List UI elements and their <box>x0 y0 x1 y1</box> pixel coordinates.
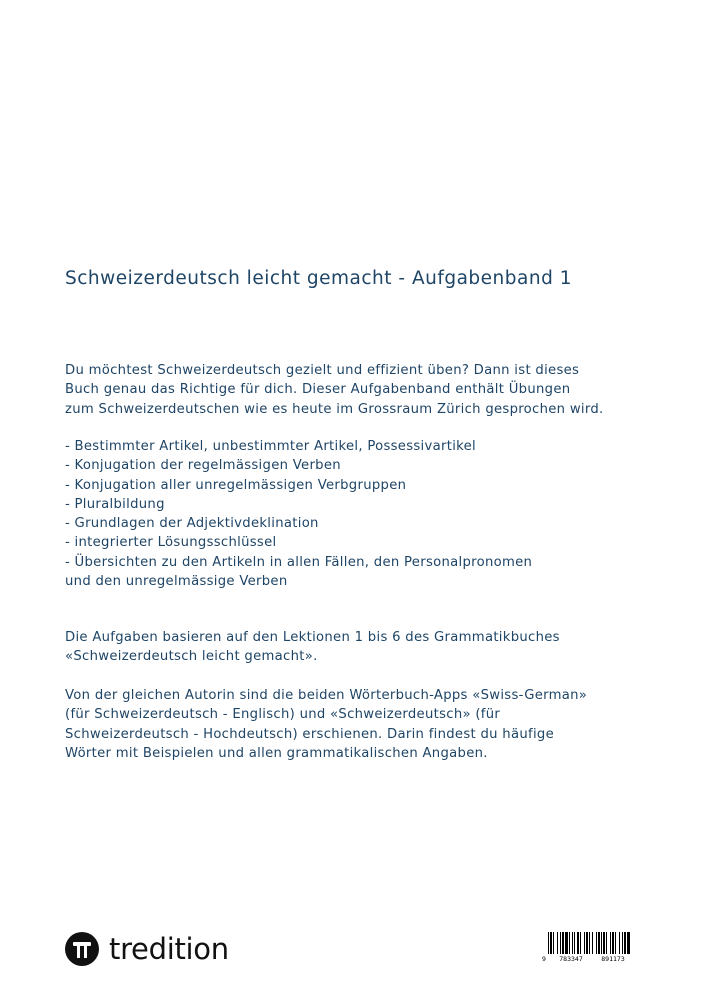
list-item: - Konjugation aller unregelmässigen Verbgruppen <box>65 477 407 493</box>
publisher-name: tredition <box>109 932 229 966</box>
topic-list <box>65 437 665 591</box>
list-item: - Pluralbildung <box>65 496 165 512</box>
barcode-digits <box>540 954 632 963</box>
author-line: (für Schweizerdeutsch - Englisch) und «Schweizerdeutsch» (für <box>65 707 501 723</box>
barcode-group-1: 783347 <box>559 954 583 963</box>
intro-paragraph <box>65 361 665 419</box>
list-item: - Übersichten zu den Artikeln in allen Fällen, den Personalpronomen <box>65 554 533 570</box>
tredition-logo-icon <box>65 932 99 966</box>
list-item: - integrierter Lösungsschlüssel <box>65 535 277 551</box>
author-line: Wörter mit Beispielen und allen grammatikalischen Angaben. <box>65 745 488 761</box>
isbn-barcode <box>540 932 632 962</box>
list-item: - Konjugation der regelmässigen Verben <box>65 458 341 474</box>
book-title: Schweizerdeutsch leicht gemacht - Aufgabenband 1 <box>65 268 572 289</box>
intro-line: Buch genau das Richtige für dich. Dieser Aufgabenband enthält Übungen <box>65 382 571 398</box>
author-line: Von der gleichen Autorin sind die beiden Wörterbuch-Apps «Swiss-German» <box>65 688 588 703</box>
intro-line: zum Schweizerdeutschen wie es heute im Grossraum Zürich gesprochen wird. <box>65 401 604 417</box>
list-item: - Grundlagen der Adjektivdeklination <box>65 516 319 532</box>
intro-line: Du möchtest Schweizerdeutsch gezielt und effizient üben? Dann ist dieses <box>65 363 580 378</box>
publisher-logo <box>65 932 229 966</box>
barcode-prefix: 9 <box>542 954 546 963</box>
author-line: Schweizerdeutsch - Hochdeutsch) erschienen. Darin findest du häufige <box>65 726 554 742</box>
basis-paragraph <box>65 628 665 667</box>
author-paragraph <box>65 686 665 763</box>
basis-line: «Schweizerdeutsch leicht gemacht». <box>65 649 318 665</box>
basis-line: Die Aufgaben basieren auf den Lektionen 1 bis 6 des Grammatikbuches <box>65 630 560 645</box>
list-item: - Bestimmter Artikel, unbestimmter Artikel, Possessivartikel <box>65 439 477 454</box>
list-item: und den unregelmässige Verben <box>65 574 288 590</box>
barcode-group-2: 891173 <box>601 954 625 963</box>
